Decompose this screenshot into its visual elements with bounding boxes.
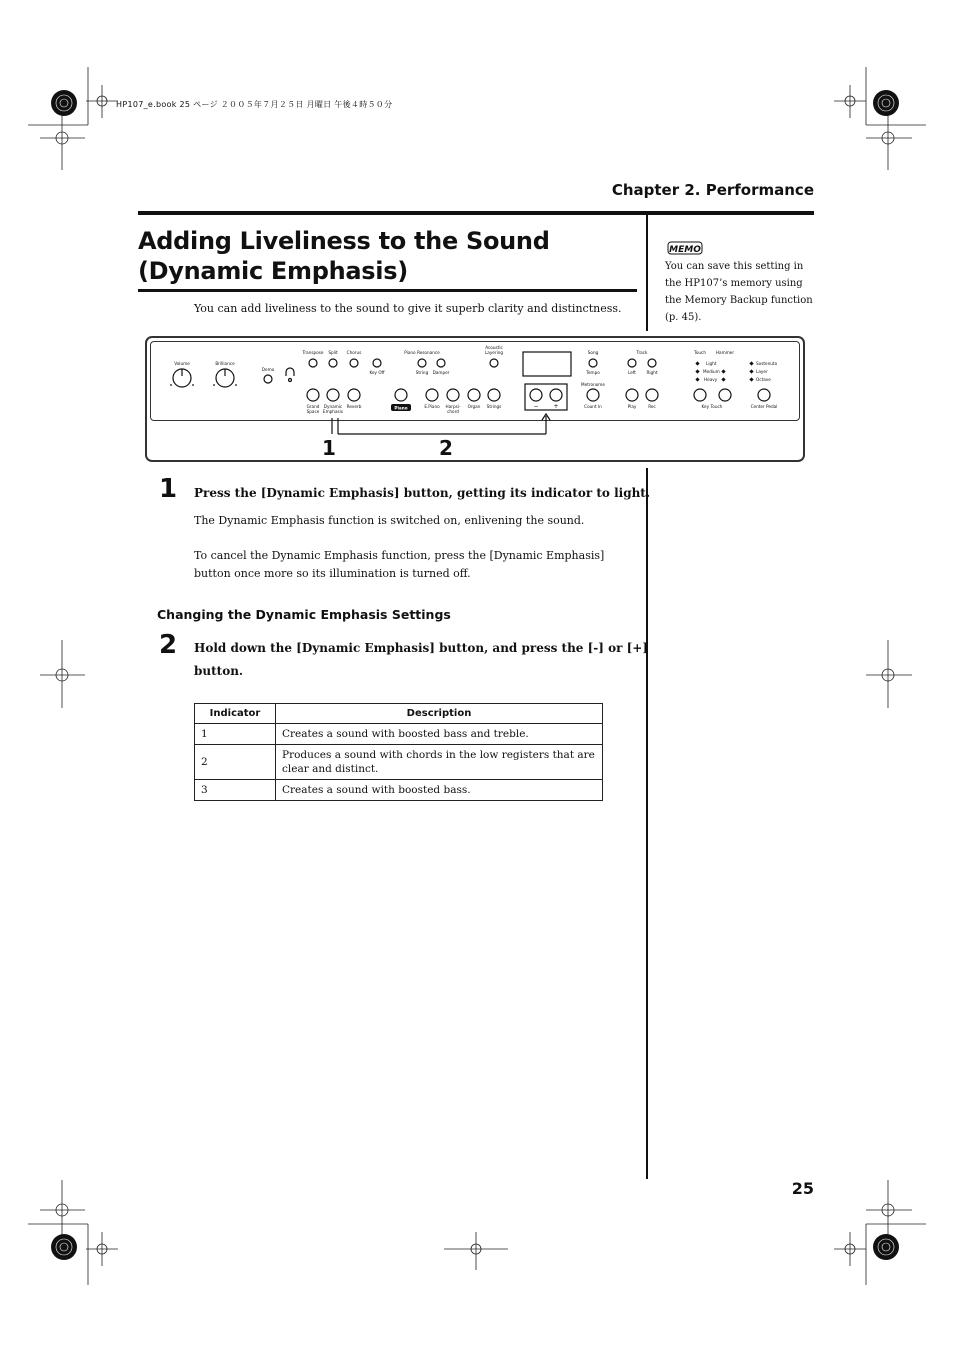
damper-button [437,359,445,367]
transpose-button [309,359,317,367]
light-label: Light [706,361,717,366]
grand-space-label-2: Space [306,409,320,414]
title-line-2: (Dynamic Emphasis) [138,257,408,285]
table-header-row [195,704,603,724]
table-cell: 1 [195,724,276,745]
strings-button [488,389,500,401]
strings-label: Strings [486,404,502,409]
step-body: The Dynamic Emphasis function is switched on, enlivening the sound. [194,514,585,527]
minus-label: − [533,403,539,410]
acoustic-layering-label-2: Layering [484,350,504,355]
column-divider [646,215,648,331]
key-touch-label: Key Touch [701,404,723,409]
title-line-1: Adding Liveliness to the Sound [138,227,550,255]
heavy-label: Heavy [704,377,718,382]
reverb-label: Reverb [346,404,362,409]
page-number: 25 [791,1179,814,1198]
medium-label: Medium [703,369,720,374]
damper-label: Damper [432,370,450,375]
column-divider [646,468,648,1179]
metronome-button [587,389,599,401]
volume-label: Volume [174,361,190,366]
acoustic-layering-label-1: Acoustic [485,345,503,350]
memo-icon-label: MEMO [669,245,701,255]
callout-1: 1 [322,436,336,460]
organ-label: Organ [467,404,481,409]
hammer-button [719,389,731,401]
step-instruction: Hold down the [Dynamic Emphasis] button, and press the [-] or [+] [194,641,649,655]
intro-text: You can add liveliness to the sound to give it superb clarity and distinctness. [194,302,622,315]
step-instruction: button. [194,664,244,678]
table-header: Indicator [195,704,276,724]
piano-resonance-label: Piano Resonance [404,350,440,355]
callout-2: 2 [439,436,453,460]
demo-button [264,375,272,383]
center-pedal-button [758,389,770,401]
plus-button [550,389,562,401]
count-in-label: Count In [584,404,602,409]
piano-label: Piano [394,405,408,411]
table-header: Description [276,704,603,724]
control-panel-diagram [145,336,805,462]
step-instruction: Press the [Dynamic Emphasis] button, getting its indicator to light. [194,486,651,500]
indicator-table [194,703,603,801]
table-cell: 2 [195,745,276,780]
headphones-icon [286,368,294,376]
dynamic-emphasis-button [327,389,339,401]
chorus-button [350,359,358,367]
acoustic-layering-button [490,359,498,367]
octave-label: Octave [756,377,771,382]
dynamic-emphasis-label-2: Emphasis [322,409,344,414]
play-label: Play [627,404,637,409]
table-row [195,745,603,780]
top-rule [138,211,814,215]
rec-label: Rec [648,404,656,409]
brilliance-label: Brilliance [215,361,235,366]
table-cell: Creates a sound with boosted bass and treble. [276,724,603,745]
layer-label: Layer [756,369,768,374]
string-label: String [415,370,429,375]
play-button [626,389,638,401]
table-cell: Creates a sound with boosted bass. [276,780,603,801]
memo-text: You can save this setting in the HP107’s memory using the Memory Backup function (p. 45). [665,261,813,323]
title-rule [138,289,637,292]
harpsichord-label-1: Harpsi- [445,404,461,409]
file-info: HP107_e.book 25 ページ ２００５年７月２５日 月曜日 午後４時５０分 [116,100,393,109]
string-button [418,359,426,367]
hammer-label: Hammer [715,350,735,355]
rec-button [646,389,658,401]
display-window [523,352,571,376]
chorus-label: Chorus [346,350,362,355]
right-label: Right [646,370,658,375]
e-piano-label: E.Piano [424,404,440,409]
table-cell: Produces a sound with chords in the low registers that are clear and distinct. [276,745,603,780]
track-label: Track [636,350,648,355]
e-piano-button [426,389,438,401]
left-label: Left [628,370,636,375]
subheading: Changing the Dynamic Emphasis Settings [157,607,451,622]
table-cell: 3 [195,780,276,801]
key-off-label: Key Off [369,370,385,375]
metronome-label: Metronome [581,382,605,387]
piano-button [395,389,407,401]
page-title [138,226,638,286]
memo-icon [667,240,705,256]
grand-space-label-1: Grand [306,404,320,409]
touch-button [694,389,706,401]
split-button [329,359,337,367]
organ-button [468,389,480,401]
left-button [628,359,636,367]
center-pedal-label: Center Pedal [750,404,778,409]
song-button [589,359,597,367]
tempo-label: Tempo [586,370,600,375]
harpsichord-label-2: chord [447,409,459,414]
step-number: 2 [159,630,178,660]
table-row [195,724,603,745]
dynamic-emphasis-label-1: Dynamic [323,404,343,409]
table-row [195,780,603,801]
grand-space-button [307,389,319,401]
chapter-heading: Chapter 2. Performance [611,181,814,199]
minus-button [530,389,542,401]
minus-plus-box [525,384,567,410]
reverb-button [348,389,360,401]
demo-label: Demo [261,367,275,372]
sostenuto-label: Sostenuto [756,361,778,366]
step-number: 1 [159,474,178,504]
step-body: To cancel the Dynamic Emphasis function, press the [Dynamic Emphasis] button once more so its illumination is turned off. [194,549,605,580]
key-off-button [373,359,381,367]
split-label: Split [328,350,338,355]
plus-label: + [553,403,559,410]
touch-label: Touch [693,350,707,355]
song-label: Song [587,350,599,355]
right-button [648,359,656,367]
harpsichord-button [447,389,459,401]
transpose-label: Transpose [302,350,324,355]
